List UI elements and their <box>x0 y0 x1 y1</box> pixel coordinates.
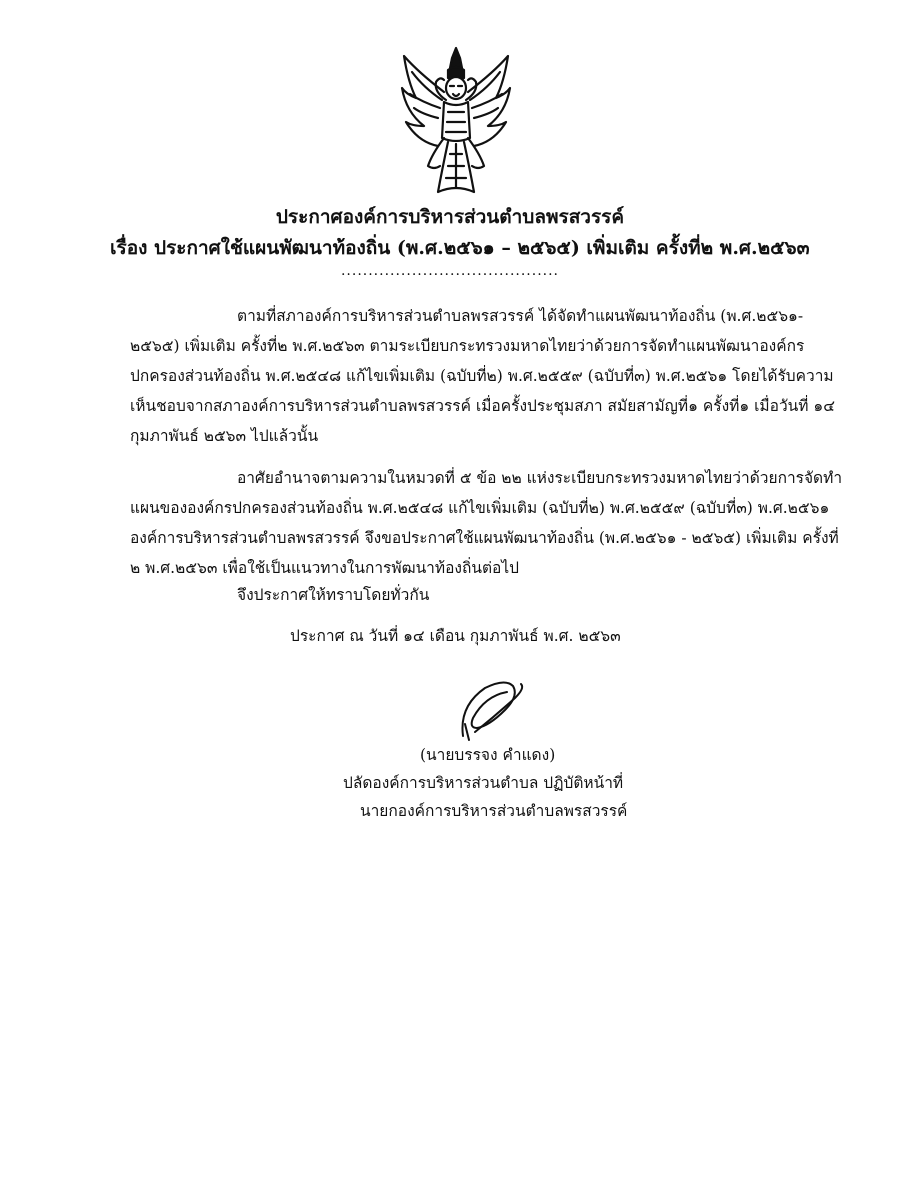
separator-line: ........................................ <box>340 263 559 279</box>
paragraph1-line-4: เห็นชอบจากสภาองค์การบริหารส่วนตำบลพรสวรรค์ เมื่อครั้งประชุมสภา สมัยสามัญที่๑ ครั้งที่๑ เมื่อวันที่ ๑๔ <box>130 397 835 415</box>
document-subject: เรื่อง ประกาศใช้แผนพัฒนาท้องถิ่น (พ.ศ.๒๕๖๑ – ๒๕๖๕) เพิ่มเติม ครั้งที่๒ พ.ศ.๒๕๖๓ <box>110 237 810 259</box>
handwritten-signature <box>455 676 535 746</box>
announcement-date: ประกาศ ณ วันที่ ๑๔ เดือน กุมภาพันธ์ พ.ศ. ๒๕๖๓ <box>290 627 621 645</box>
paragraph2-line-1: อาศัยอำนาจตามความในหมวดที่ ๕ ข้อ ๒๒ แห่งระเบียบกระทรวงมหาดไทยว่าด้วยการจัดทำ <box>237 469 843 487</box>
document-title: ประกาศองค์การบริหารส่วนตำบลพรสวรรค์ <box>275 206 625 228</box>
signatory-name: (นายบรรจง คำแดง) <box>420 746 556 764</box>
signatory-position-2: นายกองค์การบริหารส่วนตำบลพรสวรรค์ <box>360 802 628 820</box>
paragraph2-line-3: องค์การบริหารส่วนตำบลพรสวรรค์ จึงขอประกาศใช้แผนพัฒนาท้องถิ่น (พ.ศ.๒๕๖๑ - ๒๕๖๕) เพิ่มเติม ครั้งที่ <box>130 529 839 547</box>
paragraph2-line-4: ๒ พ.ศ.๒๕๖๓ เพื่อใช้เป็นแนวทางในการพัฒนาท้องถิ่นต่อไป <box>130 559 519 577</box>
garuda-emblem-icon <box>398 42 514 200</box>
paragraph1-line-1: ตามที่สภาองค์การบริหารส่วนตำบลพรสวรรค์ ได้จัดทำแผนพัฒนาท้องถิ่น (พ.ศ.๒๕๖๑- <box>237 307 804 325</box>
paragraph1-line-3: ปกครองส่วนท้องถิ่น พ.ศ.๒๕๔๘ แก้ไขเพิ่มเติม (ฉบับที่๒) พ.ศ.๒๕๕๙ (ฉบับที่๓) พ.ศ.๒๕๖๑ โดยได้รับความ <box>130 367 834 385</box>
paragraph1-line-2: ๒๕๖๕) เพิ่มเติม ครั้งที่๒ พ.ศ.๒๕๖๓ ตามระเบียบกระทรวงมหาดไทยว่าด้วยการจัดทำแผนพัฒนาองค์กร <box>130 337 805 355</box>
signatory-position-1: ปลัดองค์การบริหารส่วนตำบล ปฏิบัติหน้าที่ <box>343 774 624 792</box>
paragraph2-line-2: แผนขององค์กรปกครองส่วนท้องถิ่น พ.ศ.๒๕๔๘ แก้ไขเพิ่มเติม (ฉบับที่๒) พ.ศ.๒๕๕๙ (ฉบับที่๓) พ.ศ.๒๕๖๑ <box>130 499 830 517</box>
closing-statement: จึงประกาศให้ทราบโดยทั่วกัน <box>237 586 430 604</box>
paragraph1-line-5: กุมภาพันธ์ ๒๕๖๓ ไปแล้วนั้น <box>130 427 319 445</box>
